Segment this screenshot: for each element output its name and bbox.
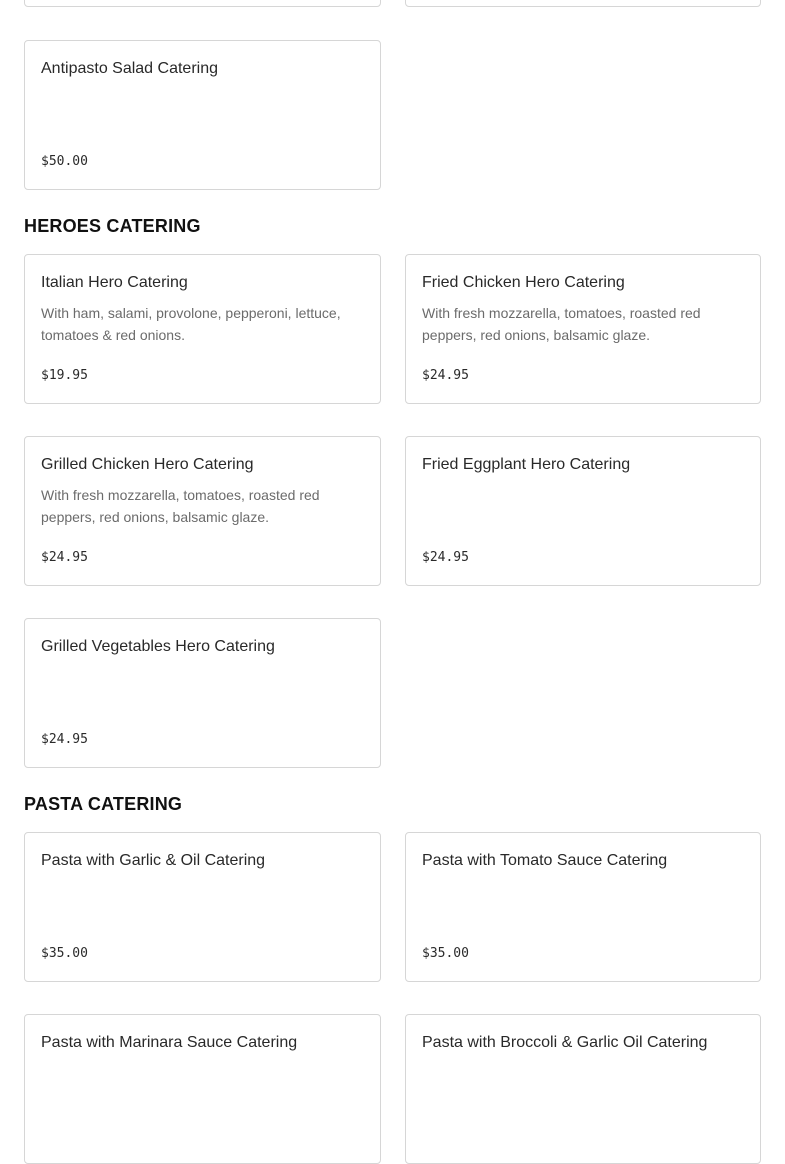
menu-item-price: $24.95 <box>422 368 469 383</box>
menu-item-card-partial[interactable] <box>405 0 761 7</box>
menu-item-name: Pasta with Tomato Sauce Catering <box>422 852 668 869</box>
menu-item-name: Fried Chicken Hero Catering <box>422 274 625 291</box>
menu-item-price: $24.95 <box>422 550 469 565</box>
menu-item-name: Pasta with Marinara Sauce Catering <box>41 1034 298 1051</box>
menu-item-card[interactable] <box>405 1014 761 1164</box>
menu-item-card[interactable] <box>24 436 381 586</box>
menu-item-name: Fried Eggplant Hero Catering <box>422 456 631 473</box>
menu-item-price: $24.95 <box>41 550 88 565</box>
menu-item-name: Pasta with Broccoli & Garlic Oil Catering <box>422 1034 708 1051</box>
menu-item-description: With fresh mozzarella, tomatoes, roasted red peppers, red onions, balsamic glaze. <box>41 487 320 525</box>
section-heading-heroes: HEROES CATERING <box>24 216 201 236</box>
menu-item-name: Pasta with Garlic & Oil Catering <box>41 852 266 869</box>
menu-item-description: With fresh mozzarella, tomatoes, roasted red peppers, red onions, balsamic glaze. <box>422 305 701 343</box>
menu-item-name: Grilled Chicken Hero Catering <box>41 456 254 473</box>
menu-item-card-partial[interactable] <box>24 0 381 7</box>
section-heading-pasta: PASTA CATERING <box>24 794 183 814</box>
menu-item-card[interactable] <box>24 832 381 982</box>
menu-item-name: Grilled Vegetables Hero Catering <box>41 638 275 655</box>
menu-item-card[interactable] <box>24 618 381 768</box>
menu-item-card[interactable] <box>24 254 381 404</box>
menu-item-card[interactable] <box>405 436 761 586</box>
menu-item-price: $35.00 <box>422 946 469 961</box>
menu-item-card[interactable] <box>24 40 381 190</box>
menu-item-description: With ham, salami, provolone, pepperoni, lettuce, tomatoes & red onions. <box>41 305 341 343</box>
menu-item-price: $19.95 <box>41 368 88 383</box>
menu-item-price: $35.00 <box>41 946 88 961</box>
menu-item-price: $24.95 <box>41 732 88 747</box>
menu-item-name: Italian Hero Catering <box>41 274 188 291</box>
menu-item-card[interactable] <box>24 1014 381 1164</box>
menu-item-card[interactable] <box>405 832 761 982</box>
menu-item-card[interactable] <box>405 254 761 404</box>
menu-item-price: $50.00 <box>41 154 88 169</box>
menu-item-name: Antipasto Salad Catering <box>41 60 218 77</box>
